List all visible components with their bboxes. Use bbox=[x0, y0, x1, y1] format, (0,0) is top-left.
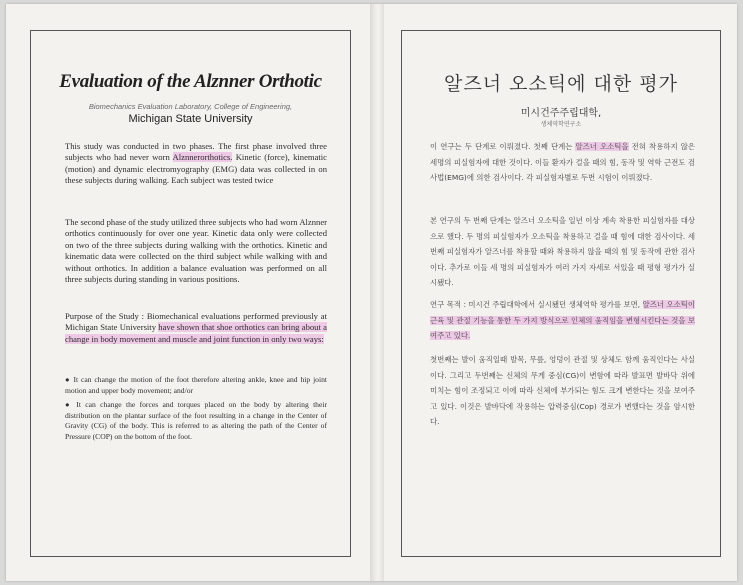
right-p1-text-b: 전혀 착용하지 않은 세명의 피실험자에 대한 것이다. 이들 환자가 걸을 때의 힘, 동작 및 역학 근전도 검사법(EMG)에 의한 검사이다. 각 피실험자별로 두번 시험이 이뤄졌다. bbox=[430, 142, 695, 183]
left-p1-highlight: Alznnerorthotics. bbox=[172, 152, 233, 163]
left-paragraph-1 bbox=[65, 141, 327, 187]
left-paragraph-2: The second phase of the study utilized three subjects who had worn Alznner orthotics continuously for over one year. Kinetic data only were collected on two of the three subjects during walking with the orthotics. Kinetic and kinematic data were collected on the third subject while walking with and without orthotics. In addition a balance evaluation was performed on all three subjects during standing in various positions. bbox=[65, 217, 327, 285]
right-paragraph-1 bbox=[430, 139, 695, 186]
left-bullet-1: ● It can change the motion of the foot therefore altering ankle, knee and hip joint motion and upper body movement; and/or bbox=[65, 375, 327, 395]
left-page bbox=[30, 30, 351, 557]
left-p3-text-a: Purpose of the Study : Biomechanical evaluations performed previously at Michigan State University bbox=[65, 311, 327, 333]
right-p1-text-a: 이 연구는 두 단계로 이뤄졌다. 첫째 단계는 bbox=[430, 142, 576, 151]
right-university: 미시건주주립대학, bbox=[520, 108, 602, 119]
left-university: Michigan State University bbox=[128, 113, 253, 125]
page-gutter bbox=[370, 4, 384, 581]
left-p1-text-b: Kinetic (force), kinematic (motion) and dynamic electromyography (EMG) data was collected in on these subjects during walking. Each subject was tested twice bbox=[65, 152, 327, 186]
right-paragraph-4: 첫번째는 발이 움직일때 발목, 무릎, 엉덩이 관절 및 상체도 함께 움직인다는 사실이다. 그리고 두번째는 신체의 무게 중심(CG)이 변함에 따라 발표면 발바닥 위에 미치는 힘이 조정되고 이에 따라 신체에 부가되는 힘도 크게 변한다는 것을 보여주고 있다. 이것은 발바닥에 작용하는 압력중심(Cop) 경로가 변했다는 것을 암시한다. bbox=[430, 355, 695, 427]
right-lab: 생체역학연구소 bbox=[540, 121, 582, 128]
right-paragraph-3 bbox=[430, 297, 695, 344]
right-p3-highlight: 알즈너 오소틱이 근육 및 관절 기능을 통한 두 가지 방식으로 인체의 움직임을 변형시킨다는 것을 보여주고 있다. bbox=[430, 300, 696, 341]
right-p3-text-a: 연구 목적 : 미시건 주립대학에서 실시됐던 생체역학 평가를 보면, bbox=[430, 300, 643, 309]
right-page-title: 알즈너 오소틱에 대한 평가 bbox=[443, 73, 678, 95]
right-p1-highlight: 알즈너 오소틱을 bbox=[575, 142, 629, 151]
left-p1-text-a: This study was conducted in two phases. The first phase involved three subjects who had never worn bbox=[65, 141, 327, 163]
left-paragraph-3 bbox=[65, 311, 327, 345]
booklet-spread bbox=[6, 4, 737, 581]
left-bullet-2: ● It can change the forces and torques placed on the body by altering their distribution on the plantar surface of the foot resulting in a change in the Center of Gravity (CG) of the body. This is referred to as altering the path of the Center of Pressure (COP) on the bottom of the foot. bbox=[65, 400, 327, 441]
right-paragraph-2: 본 연구의 두 번째 단계는 알즈너 오소틱을 일년 이상 계속 착용한 피실험자를 대상으로 했다. 두 명의 피실험자가 오소틱을 착용하고 걸을 때 힘에 대한 검사이다. 세 번째 피실험자가 알즈너를 착용할 때와 착용하지 않을 때의 힘 및 동작에 관한 검사이다. 추가로 이들 세 명의 피실험자가 여러 가지 자세로 서있을 때 평형 평가가 실시됐다. bbox=[430, 216, 695, 288]
left-page-title: Evaluation of the Alznner Orthotic bbox=[59, 71, 322, 92]
right-page bbox=[401, 30, 721, 557]
left-affiliation: Biomechanics Evaluation Laboratory, College of Engineering, bbox=[88, 102, 293, 111]
left-p3-highlight: have shown that shoe orthotics can bring about a change in body movement and muscle and joint function in only two ways: bbox=[65, 322, 327, 344]
